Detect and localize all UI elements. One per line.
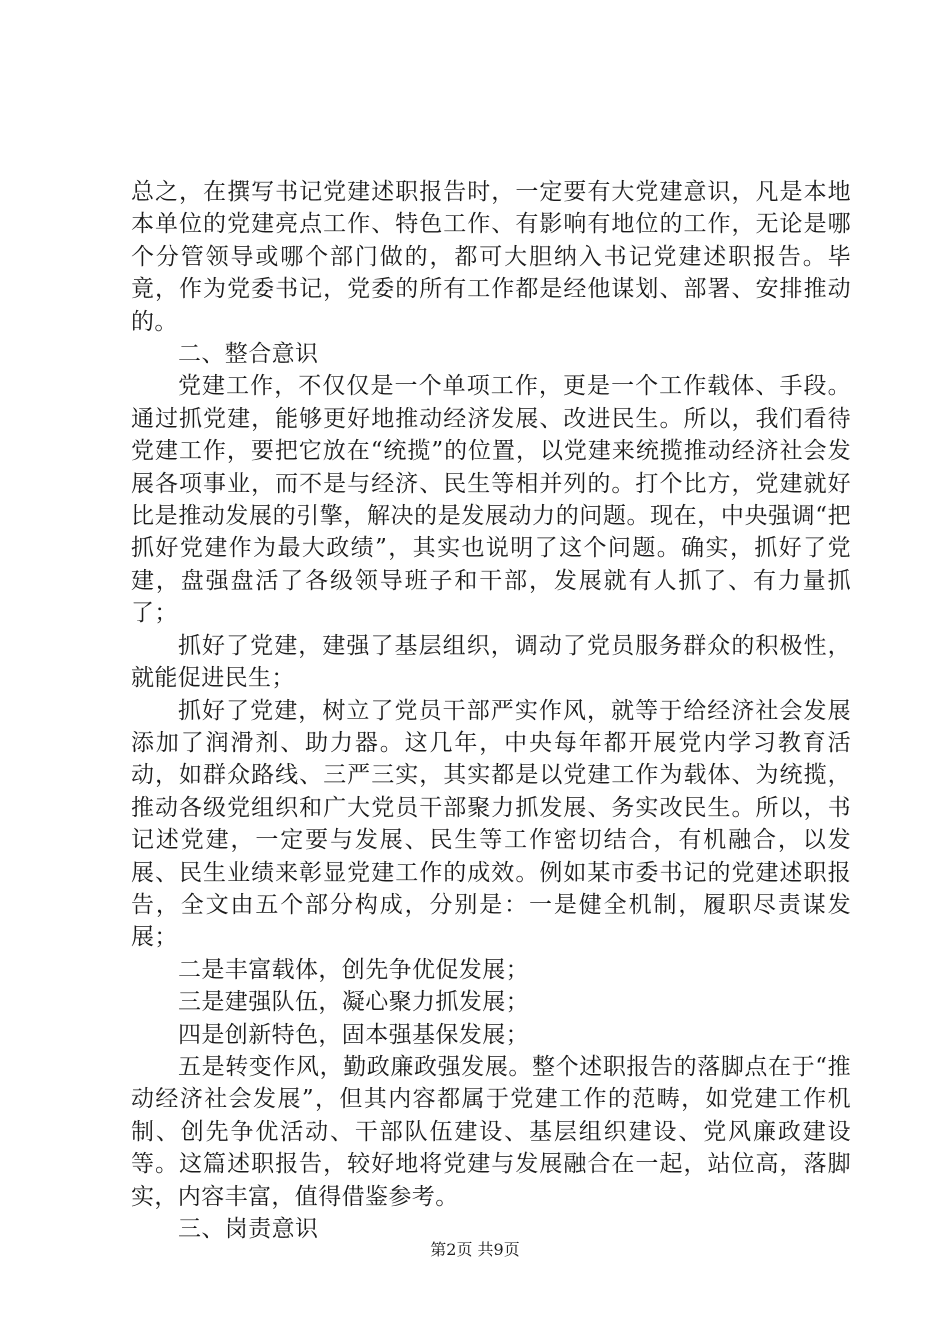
paragraph-item-three: 三是建强队伍，凝心聚力抓发展； <box>178 989 529 1016</box>
page-number-footer: 第2页 共9页 <box>430 1240 520 1259</box>
paragraph-work-style: 抓好了党建，树立了党员干部严实作风，就等于给经济社会发展添加了润滑剂、助力器。这几年，中央每年都开展党内学习教育活动，如群众路线、三严三实，其实都是以党建工作为载体、为统揽，推动各级党组织和广大党员干部聚力抓发展、务实改民生。所以，书记述党建，一定要与发展、民生等工作密切结合，有机融合，以发展、民生业绩来彰显党建工作的成效。例如某市委书记的党建述职报告，全文由五个部分构成，分别是：一是健全机制，履职尽责谋发展； <box>131 697 851 951</box>
section-heading-integration: 二、整合意识 <box>178 341 319 368</box>
paragraph-item-two: 二是丰富载体，创先争优促发展； <box>178 956 529 983</box>
paragraph-party-building-work: 党建工作，不仅仅是一个单项工作，更是一个工作载体、手段。通过抓党建，能够更好地推动经济发展、改进民生。所以，我们看待党建工作，要把它放在“统揽”的位置，以党建来统揽推动经济社会发展各项事业，而不是与经济、民生等相并列的。打个比方，党建就好比是推动发展的引擎，解决的是发展动力的问题。现在，中央强调“把抓好党建作为最大政绩”，其实也说明了这个问题。确实，抓好了党建，盘强盘活了各级领导班子和干部，发展就有人抓了、有力量抓了； <box>131 373 851 627</box>
paragraph-summary: 总之，在撰写书记党建述职报告时，一定要有大党建意识，凡是本地本单位的党建亮点工作、特色工作、有影响有地位的工作，无论是哪个分管领导或哪个部门做的，都可大胆纳入书记党建述职报告。毕竟，作为党委书记，党委的所有工作都是经他谋划、部署、安排推动的。 <box>131 179 851 335</box>
section-heading-responsibility: 三、岗责意识 <box>178 1216 319 1242</box>
paragraph-item-four: 四是创新特色，固本强基保发展； <box>178 1021 529 1048</box>
paragraph-item-five: 五是转变作风，勤政廉政强发展。整个述职报告的落脚点在于“推动经济社会发展”，但其内容都属于党建工作的范畴，如党建工作机制、创先争优活动、干部队伍建设、基层组织建设、党风廉政建设等。这篇述职报告，较好地将党建与发展融合在一起，站位高，落脚实，内容丰富，值得借鉴参考。 <box>131 1053 851 1210</box>
paragraph-grassroots: 抓好了党建，建强了基层组织，调动了党员服务群众的积极性，就能促进民生； <box>131 632 851 692</box>
document-body <box>131 176 851 1245</box>
